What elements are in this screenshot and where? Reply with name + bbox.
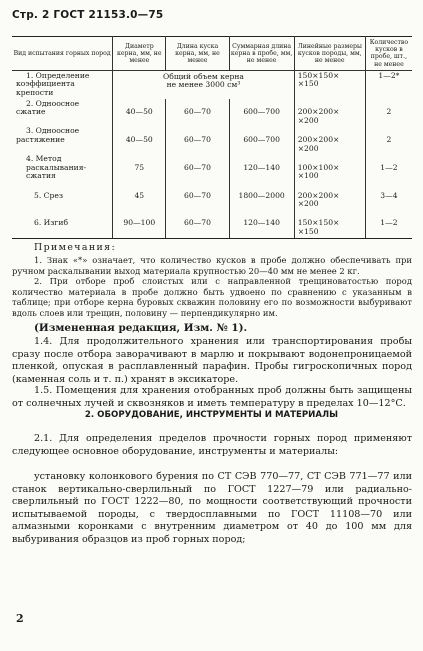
diameter-cell: 75: [113, 154, 166, 182]
dims-cell: 200×200× ×200: [294, 182, 365, 210]
dims-cell: 200×200× ×200: [294, 99, 365, 127]
length-cell: 60—70: [166, 126, 229, 154]
table-row: [12, 154, 412, 182]
test-name-cell: 2. Одноосное сжатие: [12, 99, 113, 127]
length-cell: 60—70: [166, 154, 229, 182]
table-row: [12, 99, 412, 127]
paragraph-1-5: 1.5. Помещения для хранения отобранных проб должны быть защищены от солнечных лучей и сквозняков и иметь температуру в пределах 10—12°С.: [12, 385, 412, 409]
column-header: Количество кусков в пробе, шт., не менее: [365, 37, 412, 71]
test-name-cell: 6. Изгиб: [12, 210, 113, 238]
length-cell: 60—70: [166, 182, 229, 210]
column-header: Диаметр керна, мм, не менее: [113, 37, 166, 71]
paragraph-2-1-item: установку колонкового бурения по СТ СЭВ 770—77, СТ СЭВ 771—77 или станок вертикально-сверлильный по ГОСТ 1227—79 или радиально-сверлильный по ГОСТ 1222—80, по мощности соответствующий прочности испытываемой породы, с твердосплавными по ГОСТ 11108—70 или алмазными коронками с внутренним диаметром от 40 до 100 мм для выбуривания образцов из проб горных пород;: [12, 471, 412, 545]
table-row: [12, 210, 412, 238]
dims-cell: 100×100× ×100: [294, 154, 365, 182]
count-cell: 1—2*: [365, 70, 412, 98]
dims-cell: 200×200× ×200: [294, 126, 365, 154]
page-header: Стр. 2 ГОСТ 21153.0—75: [12, 9, 164, 21]
note-item: 1. Знак «*» означает, что количество кусков в пробе должно обеспечивать при ручном раскалывании выход материала крупностью 20—40 мм не менее 2 кг.: [12, 255, 412, 276]
count-cell: 1—2: [365, 154, 412, 182]
total-length-cell: 120—140: [229, 154, 294, 182]
table-row: [12, 126, 412, 154]
diameter-cell: 40—50: [113, 126, 166, 154]
total-length-cell: 1800—2000: [229, 182, 294, 210]
total-length-cell: 600—700: [229, 99, 294, 127]
test-name-cell: 5. Срез: [12, 182, 113, 210]
table-row: [12, 70, 412, 98]
column-header: Линейные размеры кусков породы, мм, не менее: [294, 37, 365, 71]
merged-volume-cell: Общий объем керна не менее 3000 см³: [113, 70, 294, 98]
diameter-cell: 40—50: [113, 99, 166, 127]
test-name-cell: 3. Одноосное растяжение: [12, 126, 113, 154]
page-number: 2: [16, 612, 24, 625]
test-name-cell: 4. Метод раскалывания-сжатия: [12, 154, 113, 182]
notes-list: [12, 255, 412, 319]
table-row: [12, 182, 412, 210]
table-header-row: [12, 37, 412, 71]
paragraph-2-1: 2.1. Для определения пределов прочности горных пород применяют следующее основное оборудование, инструменты и материалы:: [12, 433, 412, 457]
length-cell: 60—70: [166, 210, 229, 238]
revision-note: (Измененная редакция, Изм. № 1).: [34, 322, 248, 334]
length-cell: 60—70: [166, 99, 229, 127]
total-length-cell: 120—140: [229, 210, 294, 238]
note-item: 2. При отборе проб слоистых или с направленной трещиноватостью пород количество материала в пробе должно быть удвоено по сравнению с указанным в таблице; при отборе керна буровых скважин половину его по возможности выбуривают вдоль слоев или трещин, половину — перпендикулярно им.: [12, 276, 412, 318]
sample-requirements-table: [12, 36, 412, 239]
notes-title: Примечания:: [34, 242, 117, 253]
column-header: Вид испытания горных пород: [12, 37, 113, 71]
diameter-cell: 45: [113, 182, 166, 210]
test-name-cell: 1. Определение коэффициента крепости: [12, 70, 113, 98]
count-cell: 2: [365, 126, 412, 154]
paragraph-1-4: 1.4. Для продолжительного хранения или транспортирования пробы сразу после отбора заворачивают в марлю и покрывают водонепроницаемой пленкой, опуская в расплавленный парафин. Пробы гигроскопичных пород (каменная соль и т. п.) хранят в эксикаторе.: [12, 336, 412, 385]
section-title: 2. ОБОРУДОВАНИЕ, ИНСТРУМЕНТЫ И МАТЕРИАЛЫ: [84, 410, 339, 420]
count-cell: 1—2: [365, 210, 412, 238]
count-cell: 2: [365, 99, 412, 127]
count-cell: 3—4: [365, 182, 412, 210]
diameter-cell: 90—100: [113, 210, 166, 238]
total-length-cell: 600—700: [229, 126, 294, 154]
column-header: Длина куска керна, мм, не менее: [166, 37, 229, 71]
dims-cell: 150×150× ×150: [294, 70, 365, 98]
column-header: Суммарная длина керна в пробе, мм, не менее: [229, 37, 294, 71]
dims-cell: 150×150× ×150: [294, 210, 365, 238]
